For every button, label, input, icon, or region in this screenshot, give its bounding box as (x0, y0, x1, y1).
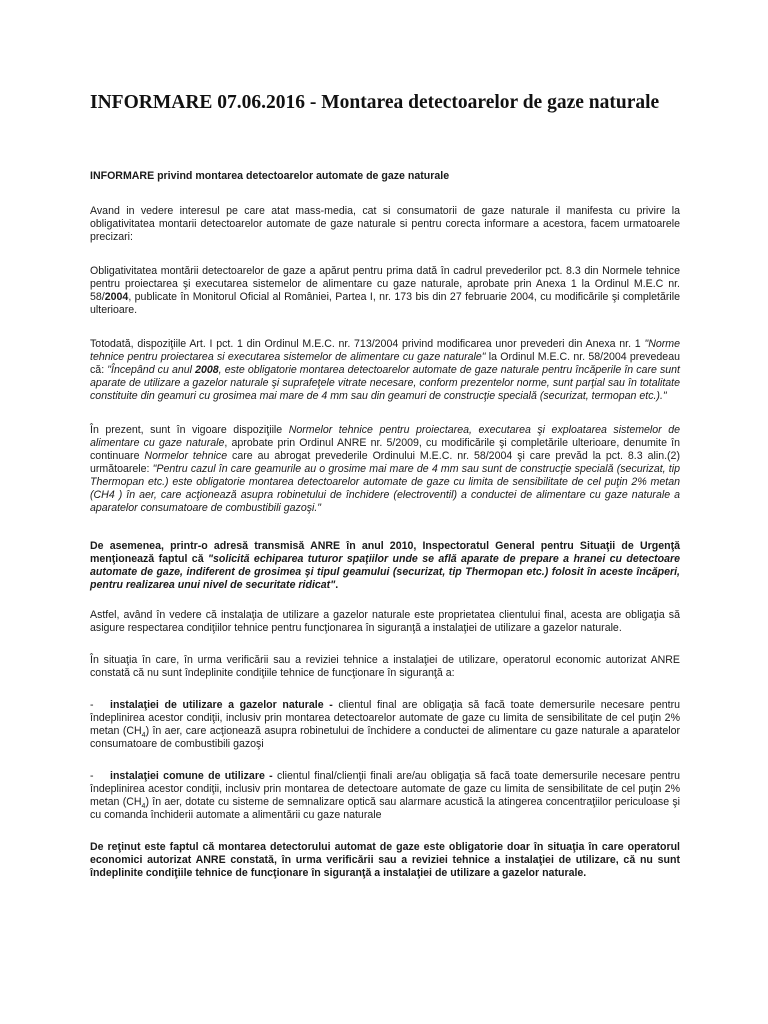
list-item-common-installation: - instalaţiei comune de utilizare - clientul final/clienţii finali are/au obligaţia să facă toate demersurile necesare pentru îndeplinirea acestor condiţii, inclusiv prin montarea de detectoare automate de gaze cu limita de sensibilitate de cel puţin 2% metan $(CH_4)$ în aer, dotate cu sisteme de semnalizare optică sau alarmare acustică la atingerea concentraţiilor periculoase şi cu comanda închiderii automate a alimentării cu gaze naturale (90, 770, 681, 821)
paragraph-intro: Avand in vedere interesul pe care atat mass-media, cat si consumatorii de gaze naturale il manifesta cu privire la obligativitatea montarii detectoarelor automate de gaze naturale si pentru corecta informare a acestora, facem urmatoarele precizari: (90, 205, 680, 243)
paragraph-current-norms: În prezent, sunt în vigoare dispoziţiile Normelor tehnice pentru proiectarea, executarea şi exploatarea sistemelor de alimentare cu gaze naturale, aprobate prin Ordinul ANRE nr. 5/2009, cu modificările şi completările ulterioare, denumite în continuare Normelor tehnice care au abrogat prevederile Ordinului M.E.C. nr. 58/2004 şi care prevăd la pct. 8.3 alin.(2) următoarele: "Pentru cazul în care geamurile au o grosime mai mare de 4 mm sau sunt de construcţie specială (securizat, tip Thermopan etc.) este obligatorie montarea detectoarelor automate de gaze cu limita de sensibilitate de cel puţin 2% metan (CH4 ) în aer, care acţionează asupra robinetului de închidere (electroventil) a conductei de alimentare cu gaze naturale a aparatelor consumatoare de combustibili gazoşi." (90, 424, 681, 514)
page-title: INFORMARE 07.06.2016 - Montarea detectoarelor de gaze naturale (90, 92, 660, 113)
paragraph-ownership: Astfel, având în vedere că instalaţia de utilizare a gazelor naturale este proprietatea clientului final, acesta are obligaţia să asigure respectarea condiţiilor tehnice pentru funcţionarea în siguranţă a instalaţiei de utilizare a gazelor naturale. (90, 609, 680, 634)
document-body (90, 170, 680, 880)
paragraph-verification: În situaţia în care, în urma verificării sau a reviziei tehnice a instalaţiei de utilizare, operatorul economic autorizat ANRE constată că nu sunt îndeplinite condiţiile tehnice de funcţionare în siguranţă a: (90, 654, 680, 679)
document-subtitle: INFORMARE privind montarea detectoarelor automate de gaze naturale (90, 170, 450, 182)
paragraph-obligation-origin: Obligativitatea montării detectoarelor de gaze a apărut pentru prima dată în cadrul prevederilor pct. 8.3 din Normele tehnice pentru proiectarea şi executarea sistemelor de alimentare cu gaze naturale, aprobate prin Anexa 1 la Ordinul M.E.C nr. 58/2004, publicate în Monitorul Oficial al României, Partea I, nr. 173 bis din 27 februarie 2004, cu modificările şi completările ulterioare. (90, 265, 680, 316)
paragraph-order-713: Totodată, dispoziţiile Art. I pct. 1 din Ordinul M.E.C. nr. 713/2004 privind modificarea unor prevederi din Anexa nr. 1 "Norme tehnice pentru proiectarea si executarea sistemelor de alimentare cu gaze naturale" la Ordinul M.E.C. nr. 58/2004 prevedeau că: "Începând cu anul 2008, este obligatorie montarea detectoarelor automate de gaze naturale pentru încăperile în care sunt aparate de utilizare a gazelor naturale şi suprafeţele vitrate necesare, conform prezentelor norme, sunt parţial sau în totalitate constituite din geamuri cu grosimea mai mare de 4 mm sau din geamuri de construcţie specială (securizat, termopan etc.)." (90, 338, 680, 402)
paragraph-igsu: De asemenea, printr-o adresă transmisă ANRE în anul 2010, Inspectoratul General pentru Situaţii de Urgenţă menţionează faptul că "solicită echiparea tuturor spaţiilor unde se află aparate de prepare a hranei cu detectoare automate de gaze, indiferent de grosimea şi tipul geamului (securizat, tip Thermopan etc.) folosit în aceste încăperi, pentru realizarea unui nivel de securitate ridicat". (90, 540, 681, 591)
paragraph-conclusion: De reţinut este faptul că montarea detectorului automat de gaze este obligatorie doar în situaţia în care operatorul economici autorizat ANRE constată, în urma verificării sau a reviziei tehnice a instalaţiei de utilizare, că nu sunt îndeplinite condiţiile tehnice de funcţionare în siguranţă a instalaţiei de utilizare a gazelor naturale. (90, 841, 680, 879)
list-item-utilization-installation: - instalaţiei de utilizare a gazelor naturale - clientul final are obligaţia să facă toate demersurile necesare pentru îndeplinirea acestor condiţii, inclusiv prin montarea detectoarelor automate de gaze cu limita de sensibilitate de cel puţin 2% metan $(CH_4)$ în aer, care acţionează asupra robinetului de închidere a conductei de alimentare cu gaze naturale a aparatelor consumatoare de combustibili gazoşi (90, 699, 680, 750)
